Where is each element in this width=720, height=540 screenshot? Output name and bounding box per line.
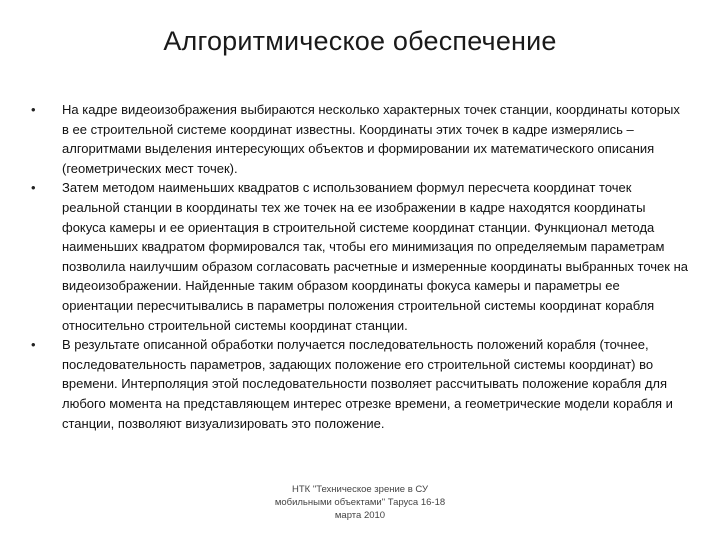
slide-title: Алгоритмическое обеспечение	[163, 26, 557, 56]
bullet-item	[30, 335, 690, 433]
footer-line: марта 2010	[334, 510, 386, 521]
footer-line: мобильными объектами" Таруса 16-18	[274, 497, 446, 508]
bullet-text: На кадре видеоизображения выбираются несколько характерных точек станции, координаты которых в ее строительной системе координат известны. Координаты этих точек в кадре измерялись – алгоритмами выделения интересующих объектов и формировании их математического описания (геометрических мест точек).	[62, 102, 680, 176]
bullet-dot-icon: •	[31, 102, 36, 117]
slide-content	[30, 100, 690, 433]
slide-footer	[240, 483, 480, 522]
bullet-text: Затем методом наименьших квадратов с использованием формул пересчета координат точек реальной станции в координаты тех же точек на ее изображении в кадре находятся координаты фокуса камеры и ее ориентация в строительной системе координат станции. Функционал метода наименьших квадратом формировался так, чтобы его минимизация по определяемым параметрам позволила наилучшим образом согласовать расчетные и измеренные координаты выбранных точек на видеоизображении. Найденные таким образом координаты фокуса камеры и параметры ее ориентации пересчитывались в параметры положения строительной системы координат корабля относительно строительной системы координат станции.	[62, 180, 688, 333]
bullet-item	[30, 178, 690, 335]
bullet-item	[30, 100, 690, 178]
footer-line: НТК "Техническое зрение в СУ	[292, 484, 428, 495]
bullet-dot-icon: •	[31, 337, 36, 353]
bullet-list	[30, 100, 690, 433]
bullet-dot-icon: •	[31, 180, 36, 196]
bullet-text: В результате описанной обработки получается последовательность положений корабля (точнее, последовательность параметров, задающих положение его строительной системы координат) во времени. Интерполяция этой последовательности позволяет рассчитывать положение корабля для любого момента на представляющем интерес отрезке времени, а геометрические модели корабля и станции, позволяют визуализировать это положение.	[62, 337, 673, 431]
